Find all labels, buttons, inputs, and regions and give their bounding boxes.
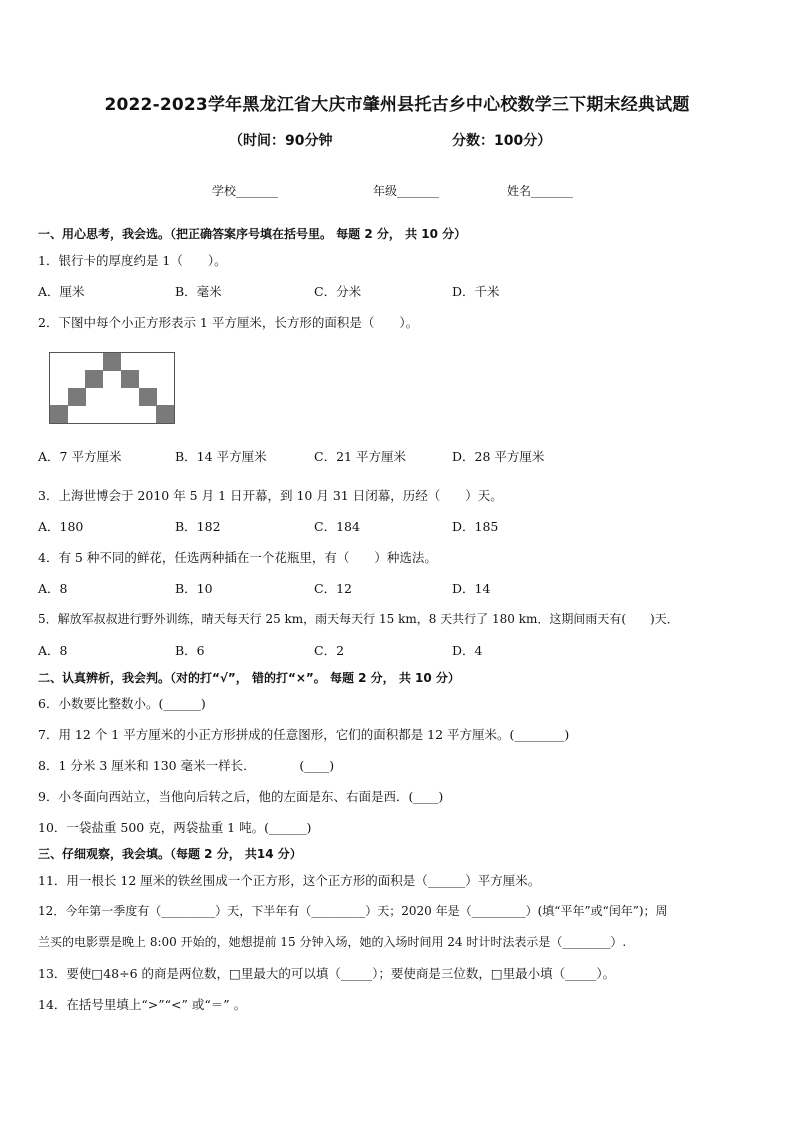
grid-square: [85, 370, 103, 388]
section-heading-2: 二、认真辨析，我会判。（对的打“√”， 错的打“×”。 每题 2 分， 共 10 分）: [38, 671, 460, 685]
question-2: 2．下图中每个小正方形表示 1 平方厘米，长方形的面积是（ ）。: [38, 315, 419, 330]
question-6: 6．小数要比整数小。(______): [38, 696, 206, 711]
option-2b: B．14 平方厘米: [175, 449, 267, 464]
option-3d: D．185: [452, 519, 499, 534]
option-1b: B．毫米: [175, 284, 222, 299]
grid-square: [156, 405, 174, 423]
option-2d: D．28 平方厘米: [452, 449, 545, 464]
option-3c: C．184: [314, 519, 360, 534]
option-1a: A．厘米: [38, 284, 85, 299]
option-5a: A．8: [38, 643, 68, 658]
question-7: 7．用 12 个 1 平方厘米的小正方形拼成的任意图形，它们的面积都是 12 平方厘米。(________): [38, 727, 570, 742]
section-heading-3: 三、仔细观察，我会填。（每题 2 分， 共14 分）: [38, 847, 302, 861]
option-5b: B．6: [175, 643, 205, 658]
question-8: 8．1 分米 3 厘米和 130 毫米一样长． (____): [38, 758, 335, 773]
page-title: 2022-2023学年黑龙江省大庆市肇州县托古乡中心校数学三下期末经典试题: [104, 95, 690, 115]
question-3: 3．上海世博会于 2010 年 5 月 1 日开幕，到 10 月 31 日闭幕，历经（ ）天。: [38, 488, 503, 503]
option-1c: C．分米: [314, 284, 362, 299]
option-1d: D．千米: [452, 284, 500, 299]
grid-square: [68, 388, 86, 406]
name-field: 姓名_______: [507, 184, 574, 198]
question-11: 11．用一根长 12 厘米的铁丝围成一个正方形，这个正方形的面积是（______）平方厘米。: [38, 873, 541, 888]
option-3a: A．180: [38, 519, 84, 534]
school-field: 学校_______: [212, 184, 279, 198]
question-4: 4．有 5 种不同的鲜花，任选两种插在一个花瓶里，有（ ）种选法。: [38, 550, 437, 565]
option-4b: B．10: [175, 581, 213, 596]
exam-time: （时间：90分钟: [229, 133, 333, 149]
option-4d: D．14: [452, 581, 491, 596]
question-13: 13．要使□48÷6 的商是两位数，□里最大的可以填（_____）；要使商是三位数，□里最小填（_____）。: [38, 966, 616, 981]
section-heading-1: 一、用心思考，我会选。（把正确答案序号填在括号里。 每题 2 分， 共 10 分）: [38, 227, 467, 241]
option-4c: C．12: [314, 581, 352, 596]
question-10: 10．一袋盐重 500 克，两袋盐重 1 吨。(______): [38, 820, 312, 835]
grid-square: [103, 353, 121, 371]
grid-square: [139, 388, 157, 406]
option-2a: A．7 平方厘米: [38, 449, 122, 464]
question-12-line-2: 兰买的电影票是晚上 8:00 开始的，她想提前 15 分钟入场，她的入场时间用 24 时计时法表示是（________）.: [38, 935, 627, 949]
option-5c: C．2: [314, 643, 345, 658]
staircase-figure: [49, 352, 175, 424]
question-9: 9．小冬面向西站立，当他向后转之后，他的左面是东、右面是西．(____): [38, 789, 444, 804]
question-1: 1．银行卡的厚度约是 1（ ）。: [38, 253, 227, 268]
exam-score: 分数：100分）: [452, 133, 552, 149]
option-4a: A．8: [38, 581, 68, 596]
grid-square: [121, 370, 139, 388]
grid-square: [50, 405, 68, 423]
option-5d: D．4: [452, 643, 483, 658]
option-3b: B．182: [175, 519, 221, 534]
question-12-line-1: 12．今年第一季度有（_________）天，下半年有（_________）天；2020 年是（_________）(填“平年”或“闰年”)；周: [38, 904, 668, 918]
question-5: 5．解放军叔叔进行野外训练，晴天每天行 25 km，雨天每天行 15 km，8 天共行了 180 km．这期间雨天有( )天．: [38, 612, 679, 626]
grade-field: 年级_______: [373, 184, 440, 198]
option-2c: C．21 平方厘米: [314, 449, 406, 464]
question-14: 14．在括号里填上“>”“<” 或“＝” 。: [38, 997, 247, 1012]
